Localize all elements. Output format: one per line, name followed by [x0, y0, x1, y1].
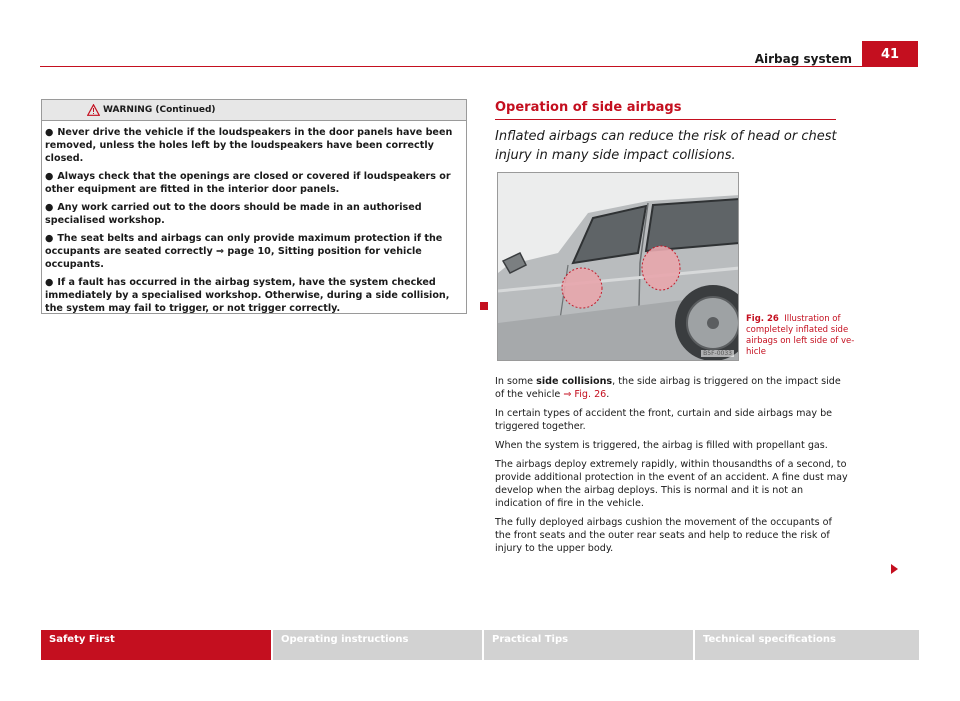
paragraph: In certain types of accident the front, curtain and side airbags may be triggered together.: [495, 408, 833, 432]
tab-operating-instructions[interactable]: Operating instructions: [273, 630, 482, 660]
side-airbag-illustration: [497, 172, 739, 361]
figure-label: Fig. 26: [746, 314, 779, 324]
figure-link[interactable]: ⇒ Fig. 26: [563, 389, 607, 400]
warning-item: [45, 201, 461, 227]
continue-arrow-icon: [891, 564, 898, 574]
figure-code: B5F-0033: [703, 350, 732, 357]
bullet: ●: [45, 171, 54, 182]
paragraph: The airbags deploy extremely rapidly, within thousandths of a second, to provide additional protection in the event of an accident. A fine dust may develop when the airbag deploys. This is normal and it is not an indication of fire in the vehicle.: [495, 459, 848, 509]
figure-caption-text: Illustration of completely inflated side airbags on left side of vehicle: [746, 314, 855, 357]
text-run: In some: [495, 376, 537, 387]
running-header-title: Airbag system: [754, 52, 852, 66]
tab-safety-first[interactable]: Safety First: [41, 630, 271, 660]
warning-item: [45, 170, 461, 196]
warning-item-text: Always check that the openings are closed or covered if loudspeakers or other equipment are fitted in the interior door panels.: [45, 171, 451, 195]
body-text: [495, 375, 850, 561]
section-end-marker: [480, 302, 488, 310]
warning-box: [41, 99, 467, 314]
bullet: ●: [45, 127, 54, 138]
section-title: Operation of side airbags: [495, 100, 836, 120]
text-run: .: [606, 389, 610, 400]
bullet: ●: [45, 277, 54, 288]
warning-item-text: Any work carried out to the doors should be made in an authorised specialised workshop.: [45, 202, 422, 226]
car-side-drawing: [498, 173, 739, 361]
lead-text: Inflated airbags can reduce the risk of head or chest injury in many side impact collisions.: [495, 129, 837, 163]
warning-item-text: The seat belts and airbags can only provide maximum protection if the occupants are seated correctly ⇒ page 10, Sitting position for vehicle occupants.: [45, 233, 443, 270]
warning-triangle-icon: [87, 104, 100, 116]
warning-item: [45, 276, 461, 315]
paragraph: When the system is triggered, the airbag is filled with propellant gas.: [495, 440, 828, 451]
warning-item-text: Never drive the vehicle if the loudspeakers in the door panels have been removed, unless the holes left by the loudspeakers have been correctly closed.: [45, 127, 453, 164]
page-number: 41: [862, 41, 918, 67]
paragraph: [495, 375, 850, 401]
figure-caption: [746, 314, 856, 358]
warning-body: [42, 121, 466, 315]
warning-header: [42, 100, 466, 121]
bold-term: side collisions: [536, 376, 613, 387]
chapter-tabs: [41, 630, 919, 660]
text-run: , the side airbag is triggered on the impact side of the vehicle: [495, 376, 841, 400]
bullet: ●: [45, 202, 54, 213]
paragraph: The fully deployed airbags cushion the movement of the occupants of the front seats and the outer rear seats and help to reduce the risk of injury to the upper body.: [495, 517, 832, 554]
bullet: ●: [45, 233, 54, 244]
warning-item: [45, 232, 461, 271]
warning-item-text: If a fault has occurred in the airbag system, have the system checked immediately by a specialised workshop. Otherwise, during a side collision, the system may fail to trigger, or not trigger correctly.: [45, 277, 450, 314]
warning-item: [45, 126, 461, 165]
tab-practical-tips[interactable]: Practical Tips: [484, 630, 693, 660]
tab-technical-specifications[interactable]: Technical specifications: [695, 630, 919, 660]
header-rule: [40, 66, 918, 67]
warning-title: WARNING (Continued): [103, 105, 216, 115]
